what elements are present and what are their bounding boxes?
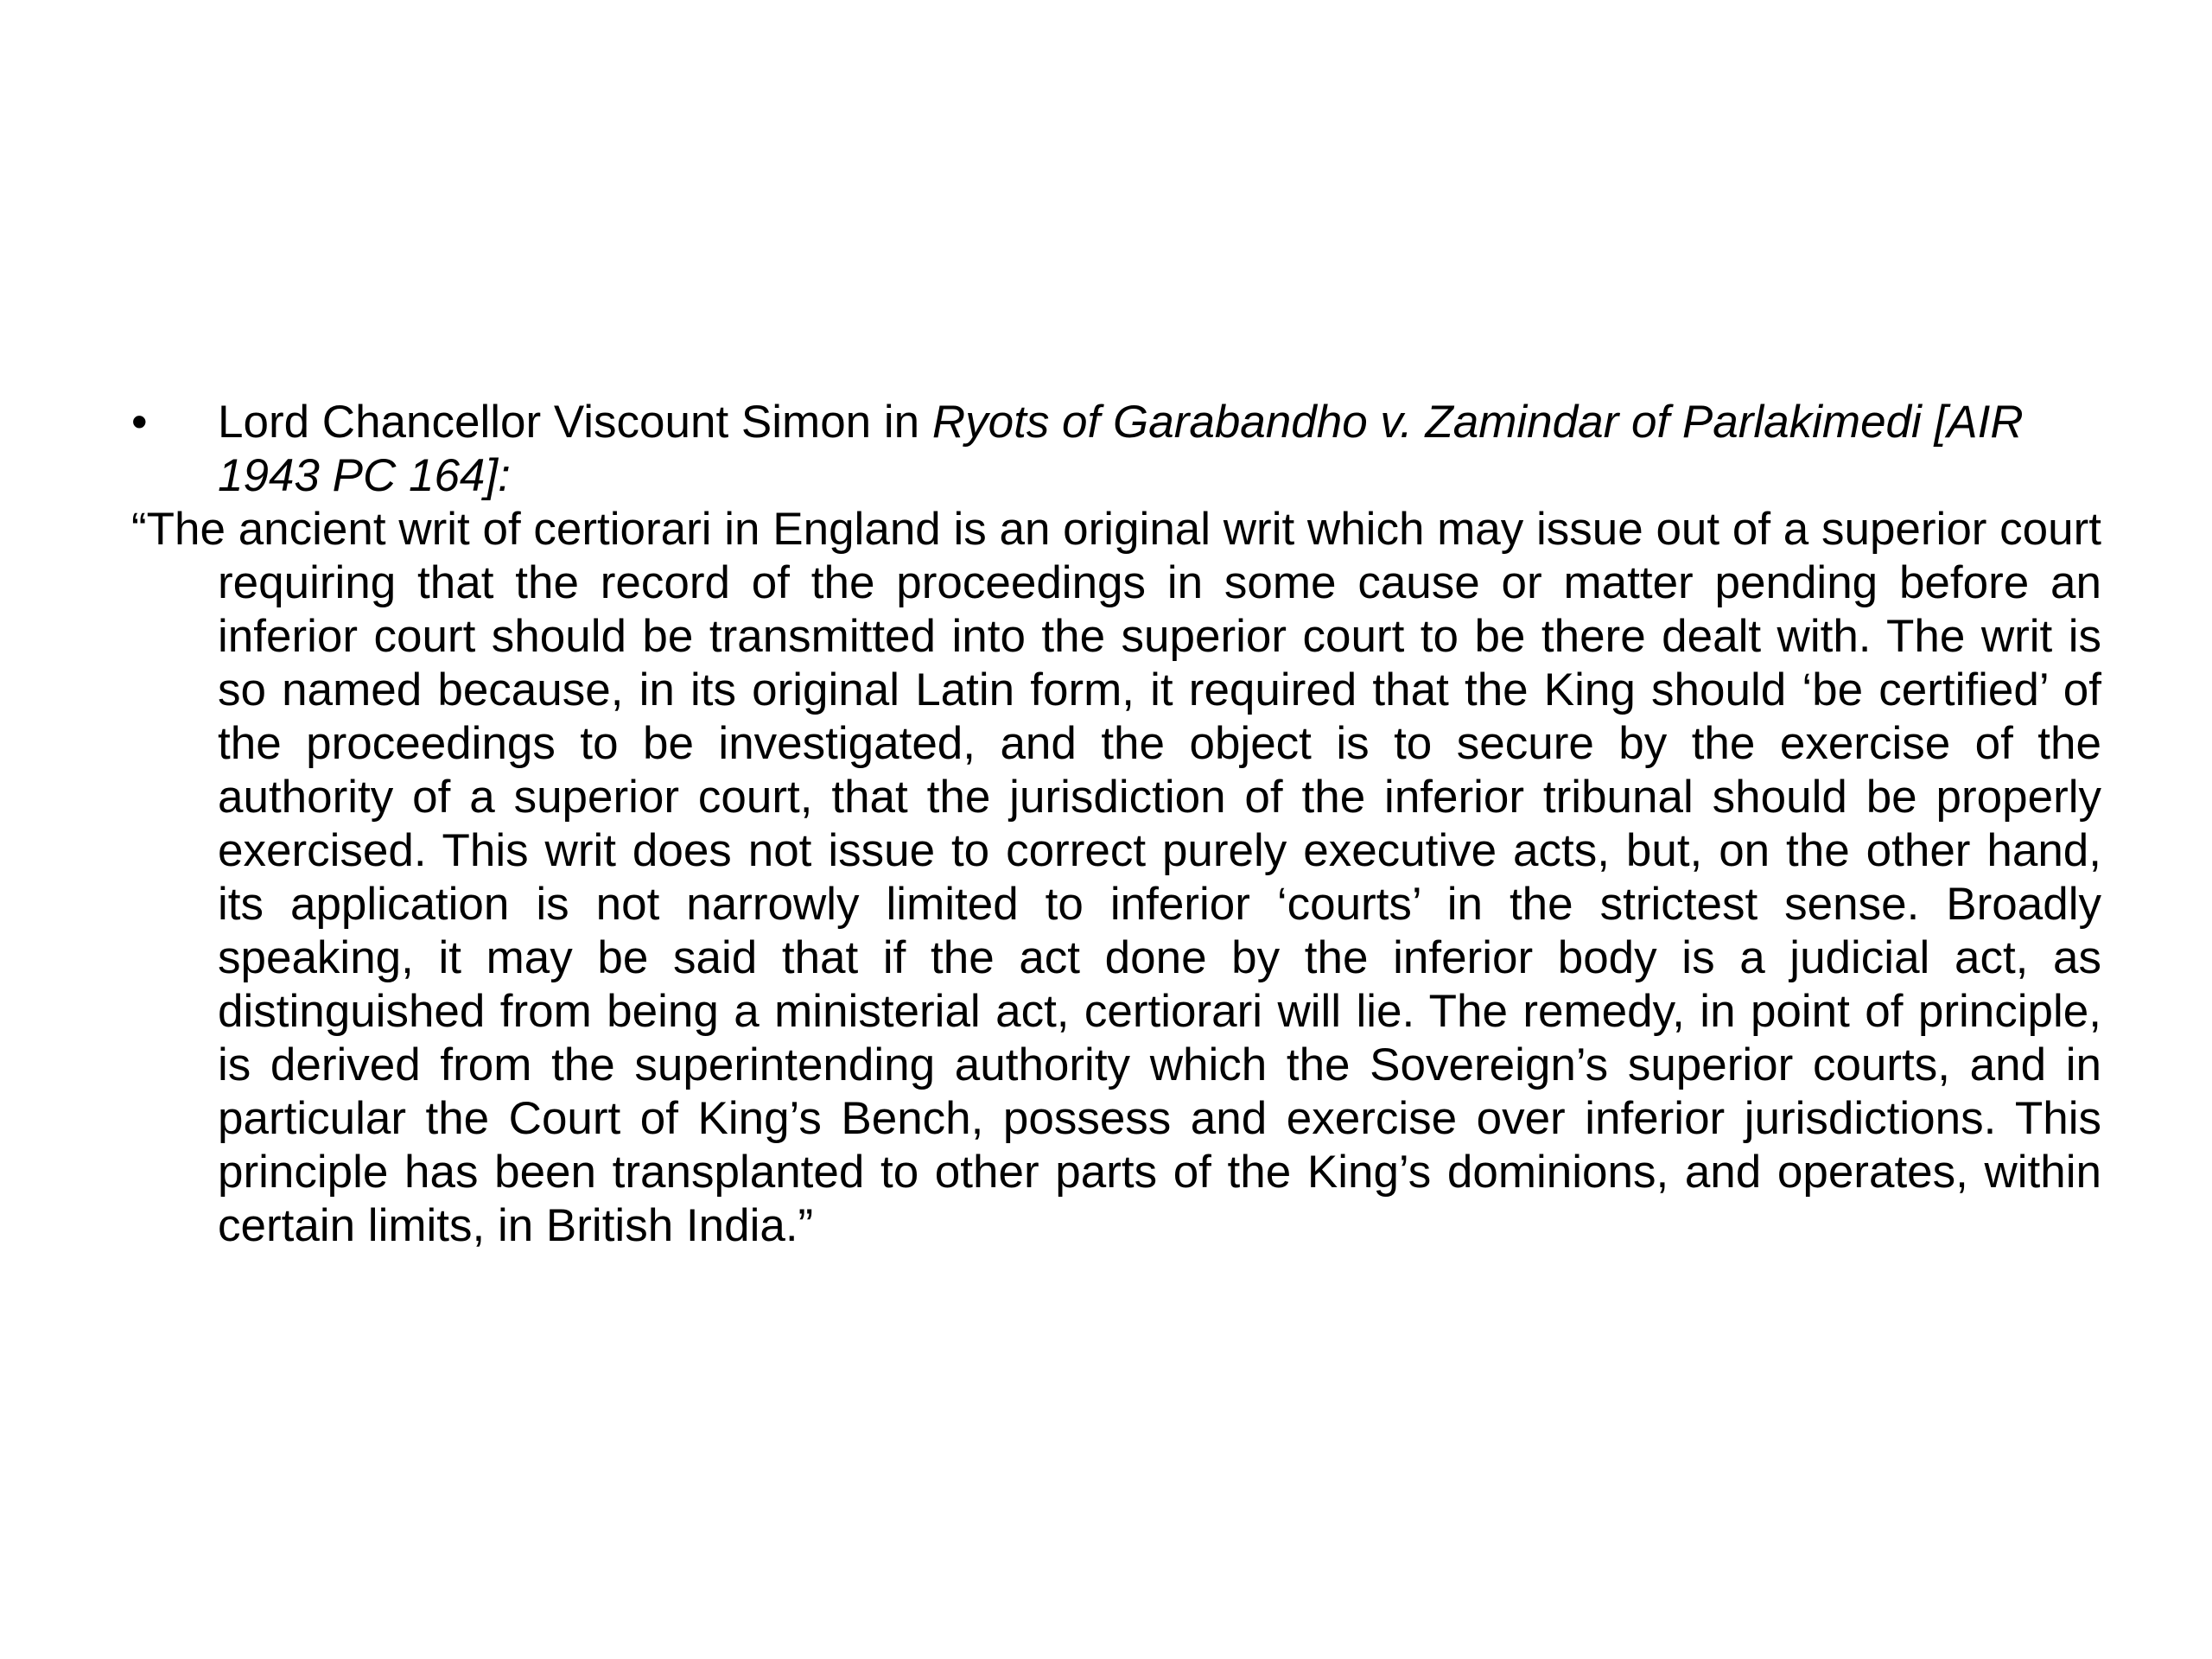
intro-text: Lord Chancellor Viscount Simon in — [218, 397, 932, 448]
bullet-item-case-reference — [131, 396, 2101, 503]
quotation-paragraph: “The ancient writ of certiorari in England is an original writ which may issue out of a superior court requiring that the record of the proceedings in some cause or matter pending before an inferior court should be transmitted into the superior court to be there dealt with. The writ is so named because, in its original Latin form, it required that the King should ‘be certified’ of the proceedings to be investigated, and the object is to secure by the exercise of the authority of a superior court, that the jurisdiction of the inferior tribunal should be properly exercised. This writ does not issue to correct purely executive acts, but, on the other hand, its application is not narrowly limited to inferior ‘courts’ in the strictest sense. Broadly speaking, it may be said that if the act done by the inferior body is a judicial act, as distinguished from being a ministerial act, certiorari will lie. The remedy, in point of principle, is derived from the superintending authority which the Sovereign’s superior courts, and in particular the Court of King’s Bench, possess and exercise over inferior jurisdictions. This principle has been transplanted to other parts of the King’s dominions, and operates, within certain limits, in British India.” — [131, 504, 2102, 1251]
slide-content — [131, 396, 2101, 1253]
case-name: Ryots of Garabandho v. Zamindar of Parlakimedi — [931, 397, 1922, 448]
case-citation: [AIR 1943 PC 164]: — [218, 397, 2024, 501]
bullet-icon: • — [131, 397, 148, 448]
